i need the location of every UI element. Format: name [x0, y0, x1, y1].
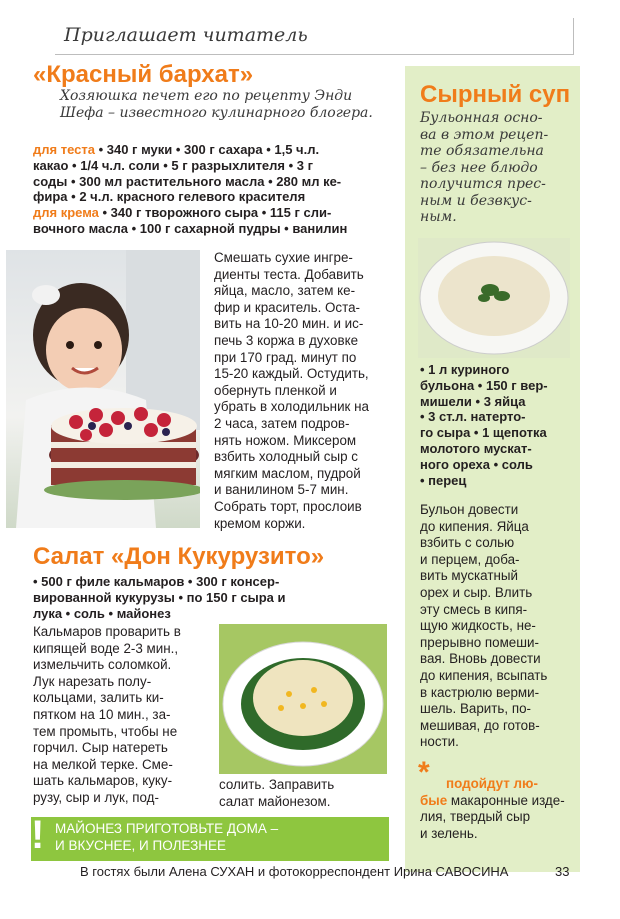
- red-velvet-intro: Хозяюшка печет его по рецепту Энди Шефа – известного кулинарного блогера.: [60, 88, 373, 121]
- red-velvet-steps: Смешать сухие ингре- диенты теста. Добавить яйца, масло, затем ке- фир и краситель. Оста- вить на 10-20 мин. и ис- печь 3 коржа в духовке при 170 град. минут по 15-20 каждый. Остудить, обернуть пленкой и убрать в холодильник на 2 часа, затем подров- нять ножом. Миксером взбить холодный сыр с мягким маслом, пудрой и ванилином 5-7 мин. Собрать торт, прослоив кремом коржи.: [214, 250, 369, 531]
- red-velvet-ingredients: для теста • 340 г муки • 300 г сахара • 1,5 ч.л. какао • 1/4 ч.л. соли • 5 г разрыхлителя • 3 г соды • 300 мл растительного масла • 280 мл ке- фира • 2 ч.л. красного гелевого красителя для крема • 340 г творожного сыра • 115 г сли- вочного масла • 100 г сахарной пудры • ванилин: [33, 142, 348, 236]
- exclamation-icon: !: [31, 813, 45, 857]
- salad-steps-end: солить. Заправить салат майонезом.: [219, 777, 335, 809]
- soup-intro: Бульонная осно- ва в этом рецеп- те обязательна – без нее блюдо получится прес- ным и безвкус- ным.: [420, 110, 549, 225]
- cheese-soup-photo: [418, 238, 570, 358]
- soup-tip: подойдут лю- бые макаронные изде- лия, твердый сыр и зелень.: [420, 776, 565, 841]
- soup-steps: Бульон довести до кипения. Яйца взбить с солью и перцем, доба- вить мускатный орех и сыр. Влить эту смесь в кипя- щую жидкость, не- прерывно помеши- вая. Вновь довести до кипения, всыпать в кастрюлю верми- шель. Варить, по- мешивая, до готов- ности.: [420, 502, 548, 750]
- salad-photo: [219, 624, 387, 774]
- red-velvet-title: «Красный бархат»: [33, 61, 254, 88]
- section-header: Приглашает читатель: [64, 24, 308, 46]
- girl-with-cake-photo: [6, 250, 200, 528]
- tip-banner-text: МАЙОНЕЗ ПРИГОТОВЬТЕ ДОМА – И ВКУСНЕЕ, И ПОЛЕЗНЕЕ: [55, 821, 279, 853]
- soup-title: Сырный суп: [420, 81, 571, 108]
- asterisk-icon: *: [418, 756, 430, 789]
- soup-ingredients: • 1 л куриного бульона • 150 г вер- мишели • 3 яйца • 3 ст.л. натерто- го сыра • 1 щепотка молотого мускат- ного ореха • соль • перец: [420, 362, 548, 488]
- salad-ingredients: • 500 г филе кальмаров • 300 г консер- вированной кукурузы • по 150 г сыра и лука • соль • майонез: [33, 574, 286, 621]
- salad-steps: Кальмаров проварить в кипящей воде 2-3 мин., измельчить соломкой. Лук нарезать полу- кольцами, залить ки- пятком на 10 мин., за- тем промыть, чтобы не горчил. Сыр натереть на мелкой терке. Сме- шать кальмаров, куку- рузу, сыр и лук, под-: [33, 624, 181, 805]
- photo-credit: В гостях были Алена СУХАН и фотокорреспондент Ирина САВОСИНА: [80, 864, 509, 879]
- salad-title: Салат «Дон Кукурузито»: [33, 543, 325, 570]
- page-number: 33: [555, 864, 570, 879]
